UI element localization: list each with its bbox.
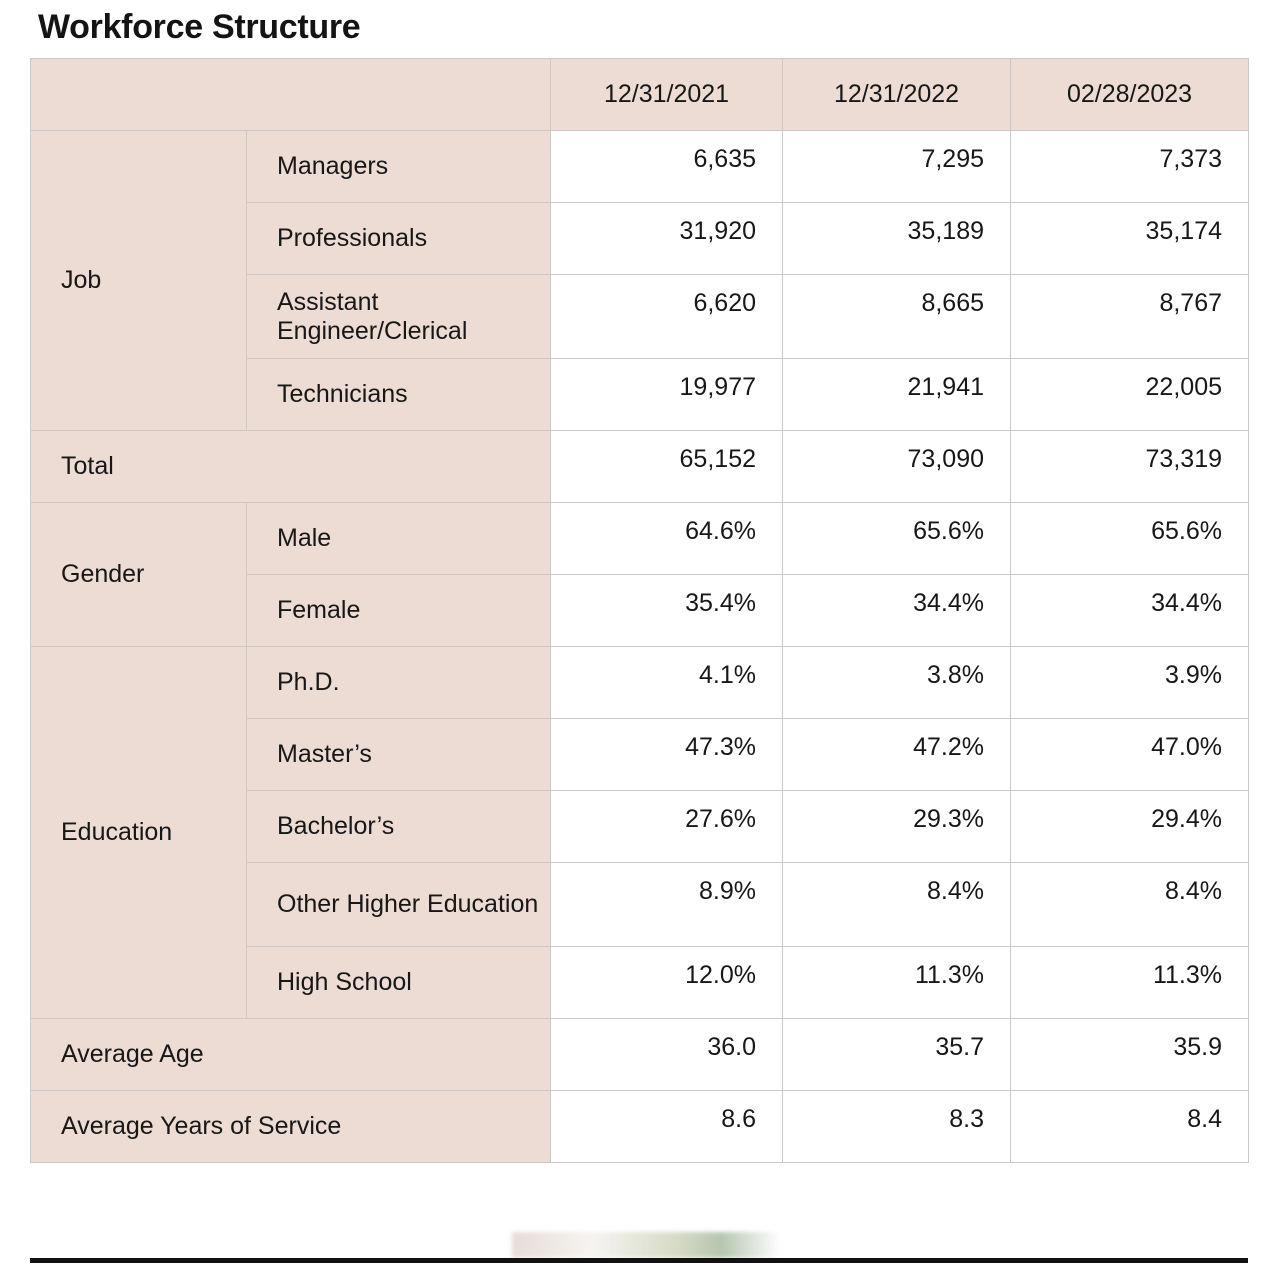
- cell-female-2021: 35.4%: [551, 575, 783, 647]
- cell-technicians-2021: 19,977: [551, 359, 783, 431]
- cell-managers-2023: 7,373: [1011, 131, 1249, 203]
- row-label-high-school: High School: [247, 947, 551, 1019]
- cell-managers-2021: 6,635: [551, 131, 783, 203]
- cell-managers-2022: 7,295: [783, 131, 1011, 203]
- table-header-row: [31, 59, 1249, 131]
- row-label-technicians: Technicians: [247, 359, 551, 431]
- table-row: [31, 131, 1249, 203]
- cell-masters-2021: 47.3%: [551, 719, 783, 791]
- row-label-phd: Ph.D.: [247, 647, 551, 719]
- column-header-2023: 02/28/2023: [1011, 59, 1249, 131]
- cell-technicians-2022: 21,941: [783, 359, 1011, 431]
- page-title: Workforce Structure: [38, 8, 361, 46]
- category-label-gender: Gender: [31, 503, 247, 647]
- cell-other-higher-2023: 8.4%: [1011, 863, 1249, 947]
- cell-bachelors-2023: 29.4%: [1011, 791, 1249, 863]
- cell-other-higher-2022: 8.4%: [783, 863, 1011, 947]
- cell-other-higher-2021: 8.9%: [551, 863, 783, 947]
- workforce-table-wrapper: [30, 58, 1248, 1163]
- table-row: [31, 431, 1249, 503]
- row-label-total: Total: [31, 431, 551, 503]
- table-row: [31, 647, 1249, 719]
- scan-artifact: [512, 1232, 780, 1258]
- table-header: [31, 59, 1249, 131]
- cell-assistant-2021: 6,620: [551, 275, 783, 359]
- cell-average-age-2022: 35.7: [783, 1019, 1011, 1091]
- bottom-divider: [30, 1258, 1248, 1263]
- cell-average-years-2023: 8.4: [1011, 1091, 1249, 1163]
- cell-assistant-2023: 8,767: [1011, 275, 1249, 359]
- cell-average-age-2023: 35.9: [1011, 1019, 1249, 1091]
- row-label-professionals: Professionals: [247, 203, 551, 275]
- row-label-average-age: Average Age: [31, 1019, 551, 1091]
- cell-masters-2022: 47.2%: [783, 719, 1011, 791]
- row-label-female: Female: [247, 575, 551, 647]
- table-row: [31, 1019, 1249, 1091]
- category-label-job: Job: [31, 131, 247, 431]
- table-row: [31, 503, 1249, 575]
- cell-professionals-2021: 31,920: [551, 203, 783, 275]
- cell-average-age-2021: 36.0: [551, 1019, 783, 1091]
- table-body: [31, 131, 1249, 1163]
- header-corner-cell: [31, 59, 551, 131]
- row-label-average-years-of-service: Average Years of Service: [31, 1091, 551, 1163]
- row-label-male: Male: [247, 503, 551, 575]
- cell-professionals-2023: 35,174: [1011, 203, 1249, 275]
- row-label-other-higher-education: Other Higher Education: [247, 863, 551, 947]
- cell-professionals-2022: 35,189: [783, 203, 1011, 275]
- row-label-managers: Managers: [247, 131, 551, 203]
- cell-male-2021: 64.6%: [551, 503, 783, 575]
- column-header-2022: 12/31/2022: [783, 59, 1011, 131]
- cell-male-2022: 65.6%: [783, 503, 1011, 575]
- cell-total-2021: 65,152: [551, 431, 783, 503]
- cell-technicians-2023: 22,005: [1011, 359, 1249, 431]
- cell-bachelors-2022: 29.3%: [783, 791, 1011, 863]
- cell-masters-2023: 47.0%: [1011, 719, 1249, 791]
- cell-phd-2023: 3.9%: [1011, 647, 1249, 719]
- cell-average-years-2021: 8.6: [551, 1091, 783, 1163]
- cell-assistant-2022: 8,665: [783, 275, 1011, 359]
- category-label-education: Education: [31, 647, 247, 1019]
- workforce-structure-table: [30, 58, 1249, 1163]
- cell-phd-2022: 3.8%: [783, 647, 1011, 719]
- cell-bachelors-2021: 27.6%: [551, 791, 783, 863]
- cell-high-school-2021: 12.0%: [551, 947, 783, 1019]
- column-header-2021: 12/31/2021: [551, 59, 783, 131]
- cell-total-2023: 73,319: [1011, 431, 1249, 503]
- cell-total-2022: 73,090: [783, 431, 1011, 503]
- cell-male-2023: 65.6%: [1011, 503, 1249, 575]
- cell-female-2023: 34.4%: [1011, 575, 1249, 647]
- cell-high-school-2023: 11.3%: [1011, 947, 1249, 1019]
- cell-high-school-2022: 11.3%: [783, 947, 1011, 1019]
- row-label-masters: Master’s: [247, 719, 551, 791]
- row-label-bachelors: Bachelor’s: [247, 791, 551, 863]
- cell-female-2022: 34.4%: [783, 575, 1011, 647]
- table-row: [31, 1091, 1249, 1163]
- cell-average-years-2022: 8.3: [783, 1091, 1011, 1163]
- row-label-assistant-engineer-clerical: Assistant Engineer/Clerical: [247, 275, 551, 359]
- cell-phd-2021: 4.1%: [551, 647, 783, 719]
